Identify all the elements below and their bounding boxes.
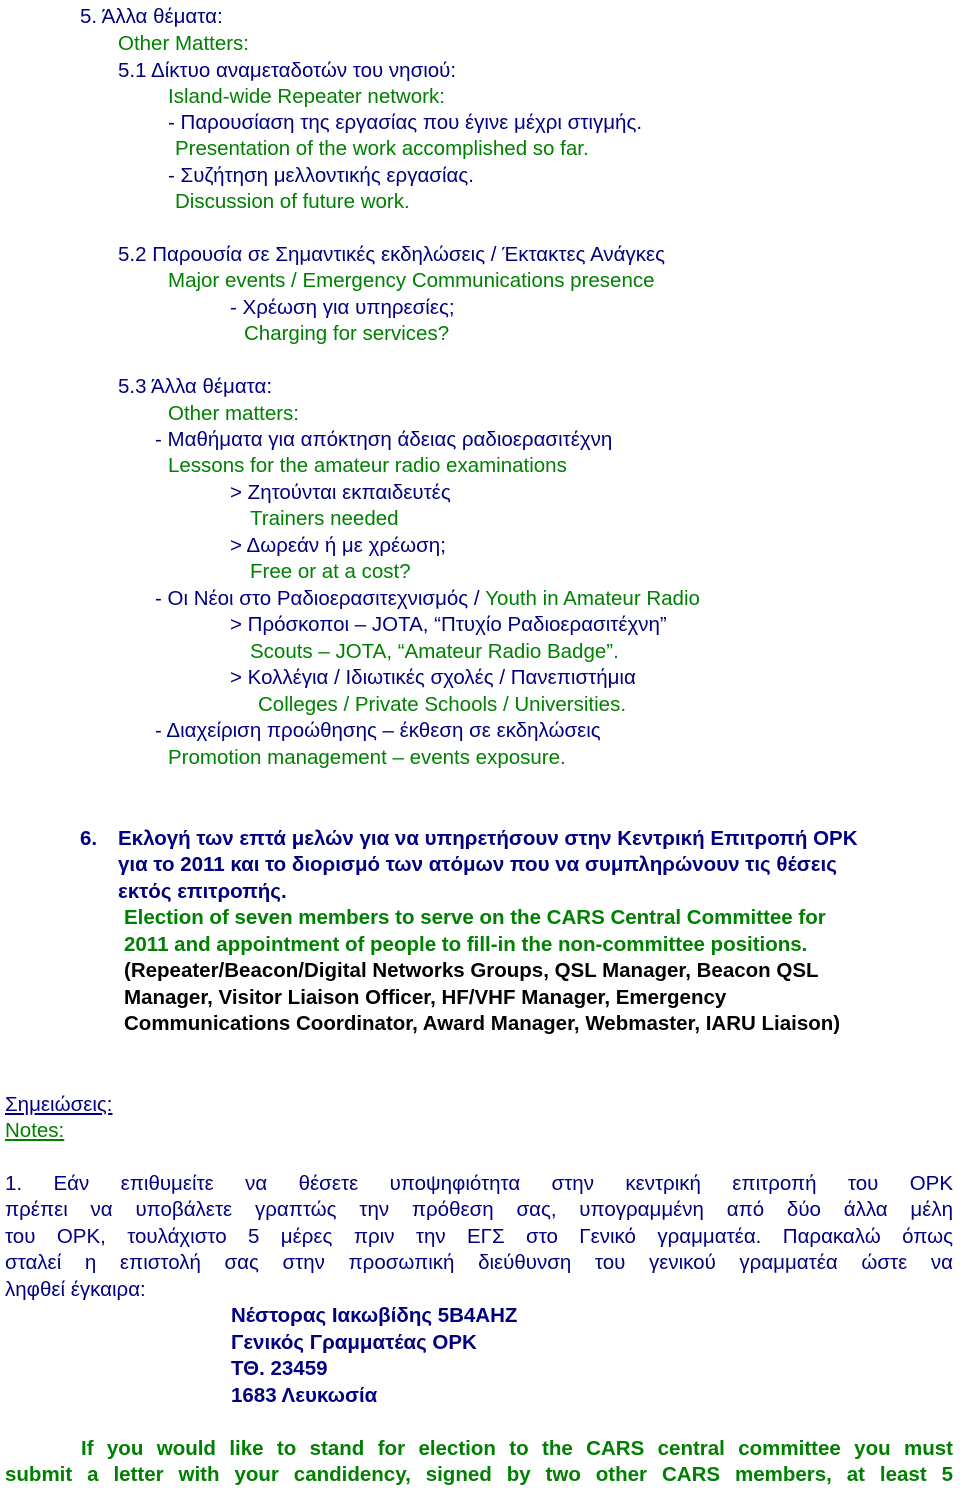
item6-positions-line2: Manager, Visitor Liaison Officer, HF/VHF Manager, Emergency (124, 986, 727, 1009)
section-5-1-title-el: 5.1 Δίκτυο αναμεταδοτών του νησιού: (118, 59, 457, 82)
notes-heading-el: Σημειώσεις: (5, 1093, 113, 1116)
section-5-2-title-el: 5.2 Παρουσία σε Σημαντικές εκδηλώσεις / Έκτακτες Ανάγκες (118, 243, 666, 266)
section-5-3-bullet2a-el: > Πρόσκοποι – JOTA, “Πτυχίο Ραδιοερασιτέχνη” (230, 613, 667, 636)
section-5-3-bullet2-el: - Οι Νέοι στο Ραδιοερασιτεχνισμός / (155, 587, 480, 610)
section-5-1-bullet1-en: Presentation of the work accomplished so far. (175, 137, 589, 160)
section-5-3-bullet1-el: - Μαθήματα για απόκτηση άδειας ραδιοερασιτέχνη (155, 428, 613, 451)
item6-positions-line3: Communications Coordinator, Award Manager, Webmaster, IARU Liaison) (124, 1012, 841, 1035)
section-5-3-bullet3-el: - Διαχείριση προώθησης – έκθεση σε εκδηλώσεις (155, 719, 601, 742)
section-5-3-bullet2b-en: Colleges / Private Schools / Universities. (258, 693, 627, 716)
address-line2: Γενικός Γραμματέας ΟΡΚ (231, 1331, 477, 1354)
section-5-3-bullet2 (155, 586, 700, 612)
section-5-1-title-en: Island-wide Repeater network: (168, 85, 445, 108)
note1-line1: 1. Εάν επιθυμείτε να θέσετε υποψηφιότητα στην κεντρική επιτροπή του ΟΡΚ (5, 1172, 953, 1195)
item6-el-line1: Εκλογή των επτά μελών για να υπηρετήσουν στην Κεντρική Επιτροπή ΟΡΚ (118, 827, 858, 850)
address-line3: ΤΘ. 23459 (231, 1357, 328, 1380)
item6-el-line3: εκτός επιτροπής. (118, 880, 287, 903)
item5-heading-el: 5. Άλλα θέματα: (80, 5, 223, 28)
section-5-3-bullet1b-en: Free or at a cost? (250, 560, 411, 583)
section-5-3-title-el: 5.3 Άλλα θέματα: (118, 375, 273, 398)
item6-en-line2: 2011 and appointment of people to fill-in the non-committee positions. (124, 933, 808, 956)
item5-heading-en: Other Matters: (118, 32, 250, 55)
section-5-3-bullet1b-el: > Δωρεάν ή με χρέωση; (230, 534, 446, 557)
section-5-2-bullet1-en: Charging for services? (244, 322, 450, 345)
section-5-3-bullet1-en: Lessons for the amateur radio examinations (168, 454, 567, 477)
notes-heading-en: Notes: (5, 1119, 65, 1142)
address-line4: 1683 Λευκωσία (231, 1384, 378, 1407)
section-5-2-title-en: Major events / Emergency Communications presence (168, 269, 655, 292)
item6-positions-line1: (Repeater/Beacon/Digital Networks Groups, QSL Manager, Beacon QSL (124, 959, 819, 982)
section-5-3-title-en: Other matters: (168, 402, 300, 425)
section-5-1-bullet2-el: - Συζήτηση μελλοντικής εργασίας. (168, 164, 474, 187)
item6-en-line1: Election of seven members to serve on the CARS Central Committee for (124, 906, 826, 929)
note1-line4: σταλεί η επιστολή σας στην προσωπική διεύθυνση του γενικού γραμματέα ώστε να (5, 1251, 953, 1274)
section-5-1-bullet2-en: Discussion of future work. (175, 190, 410, 213)
section-5-1-bullet1-el: - Παρουσίαση της εργασίας που έγινε μέχρι στιγμής. (168, 111, 643, 134)
note1-line5: ληφθεί έγκαιρα: (5, 1278, 146, 1301)
address-line1: Νέστορας Ιακωβίδης 5B4AHZ (231, 1304, 518, 1327)
note1-line3: του ΟΡΚ, τουλάχιστο 5 μέρες πριν την ΕΓΣ στο Γενικό γραμματέα. Παρακαλώ όπως (5, 1225, 953, 1248)
note1-en-line2: submit a letter with your candidency, signed by two other CARS members, at least 5 (5, 1463, 953, 1486)
section-5-3-bullet2a-en: Scouts – JOTA, “Amateur Radio Badge”. (250, 640, 619, 663)
section-5-2-bullet1-el: - Χρέωση για υπηρεσίες; (230, 296, 455, 319)
section-5-3-bullet2-en: Youth in Amateur Radio (485, 587, 700, 610)
item6-el-line2: για το 2011 και το διορισμό των ατόμων που να συμπληρώνουν τις θέσεις (118, 853, 837, 876)
item6-number: 6. (80, 827, 98, 850)
section-5-3-bullet3-en: Promotion management – events exposure. (168, 746, 566, 769)
section-5-3-bullet2b-el: > Κολλέγια / Ιδιωτικές σχολές / Πανεπιστήμια (230, 666, 636, 689)
note1-line2: πρέπει να υποβάλετε γραπτώς την πρόθεση σας, υπογραμμένη από δύο άλλα μέλη (5, 1198, 953, 1221)
note1-en-line1: If you would like to stand for election to the CARS central committee you must (81, 1437, 953, 1460)
section-5-3-bullet1a-en: Trainers needed (250, 507, 399, 530)
section-5-3-bullet1a-el: > Ζητούνται εκπαιδευτές (230, 481, 451, 504)
